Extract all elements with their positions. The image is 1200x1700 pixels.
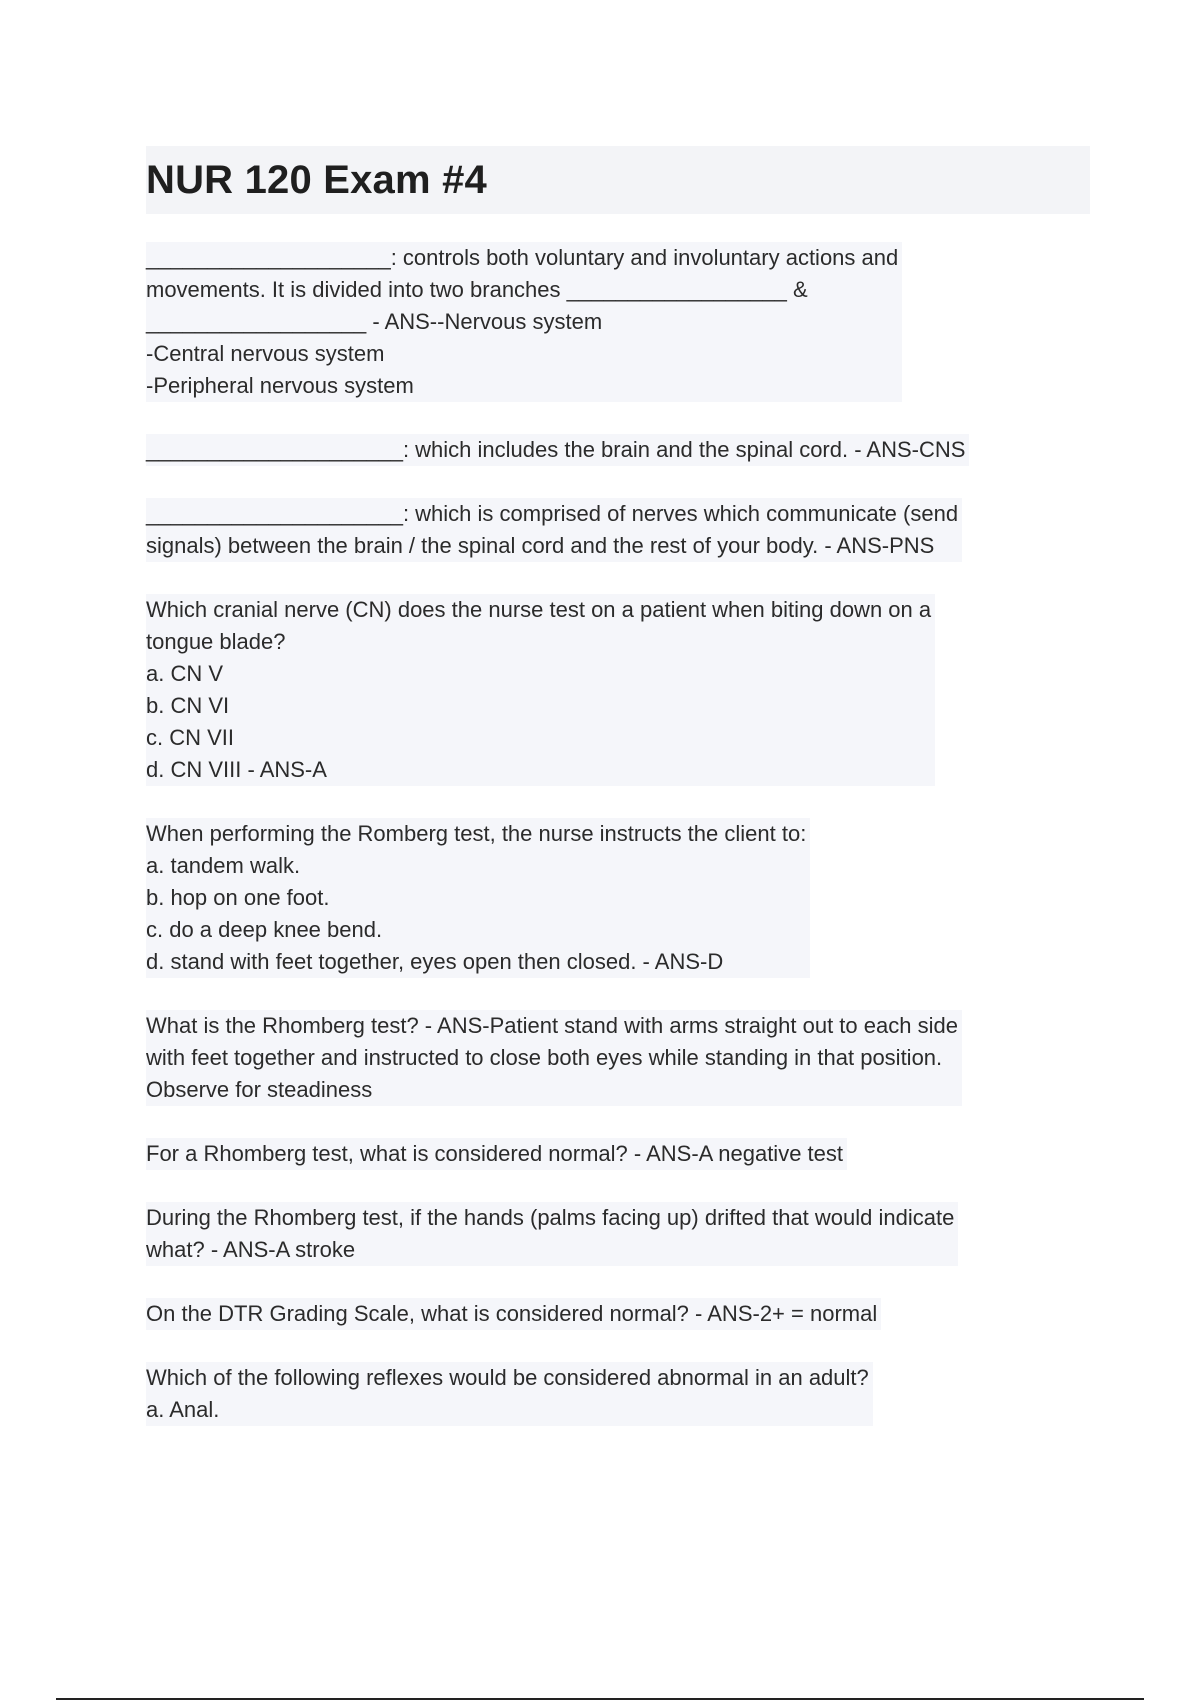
text-line: Observe for steadiness: [146, 1077, 373, 1102]
question-block-6: [146, 1010, 1090, 1106]
text-line: b. CN VI: [146, 693, 230, 718]
text-line: a. CN V: [146, 661, 224, 686]
text-line: c. do a deep knee bend.: [146, 917, 383, 942]
text-line: a. tandem walk.: [146, 853, 301, 878]
text-line: with feet together and instructed to close both eyes while standing in that position.: [146, 1045, 943, 1070]
text-line: What is the Rhomberg test? - ANS-Patient stand with arms straight out to each side: [146, 1013, 958, 1038]
question-block-4: [146, 594, 1090, 786]
text-line: _____________________: which includes the brain and the spinal cord. - ANS-CNS: [146, 437, 966, 462]
question-block-7: [146, 1138, 1090, 1170]
text-line: For a Rhomberg test, what is considered normal? - ANS-A negative test: [146, 1141, 843, 1166]
document-page: [146, 146, 1090, 1458]
text-line: a. Anal.: [146, 1397, 220, 1422]
text-line: Which cranial nerve (CN) does the nurse test on a patient when biting down on a: [146, 597, 932, 622]
text-line: ____________________: controls both voluntary and involuntary actions and: [146, 245, 899, 270]
text-line: c. CN VII: [146, 725, 235, 750]
text-line: d. CN VIII - ANS-A: [146, 757, 327, 782]
text-line: movements. It is divided into two branches __________________ &: [146, 277, 808, 302]
text-line: __________________ - ANS--Nervous system: [146, 309, 603, 334]
text-line: Which of the following reflexes would be considered abnormal in an adult?: [146, 1365, 869, 1390]
question-block-2: [146, 434, 1090, 466]
title-bar: [146, 146, 1090, 214]
text-line: what? - ANS-A stroke: [146, 1237, 356, 1262]
text-line: d. stand with feet together, eyes open then closed. - ANS-D: [146, 949, 724, 974]
page-title: NUR 120 Exam #4: [146, 157, 487, 202]
question-block-1: [146, 242, 1090, 402]
text-line: During the Rhomberg test, if the hands (palms facing up) drifted that would indicate: [146, 1205, 955, 1230]
text-line: b. hop on one foot.: [146, 885, 330, 910]
text-line: -Peripheral nervous system: [146, 373, 414, 398]
text-line: When performing the Romberg test, the nurse instructs the client to:: [146, 821, 807, 846]
text-line: On the DTR Grading Scale, what is considered normal? - ANS-2+ = normal: [146, 1301, 878, 1326]
question-block-9: [146, 1298, 1090, 1330]
text-line: _____________________: which is comprised of nerves which communicate (send: [146, 501, 959, 526]
text-line: signals) between the brain / the spinal cord and the rest of your body. - ANS-PNS: [146, 533, 935, 558]
question-block-5: [146, 818, 1090, 978]
question-block-10: [146, 1362, 1090, 1426]
question-block-3: [146, 498, 1090, 562]
text-line: tongue blade?: [146, 629, 286, 654]
question-block-8: [146, 1202, 1090, 1266]
text-line: -Central nervous system: [146, 341, 385, 366]
